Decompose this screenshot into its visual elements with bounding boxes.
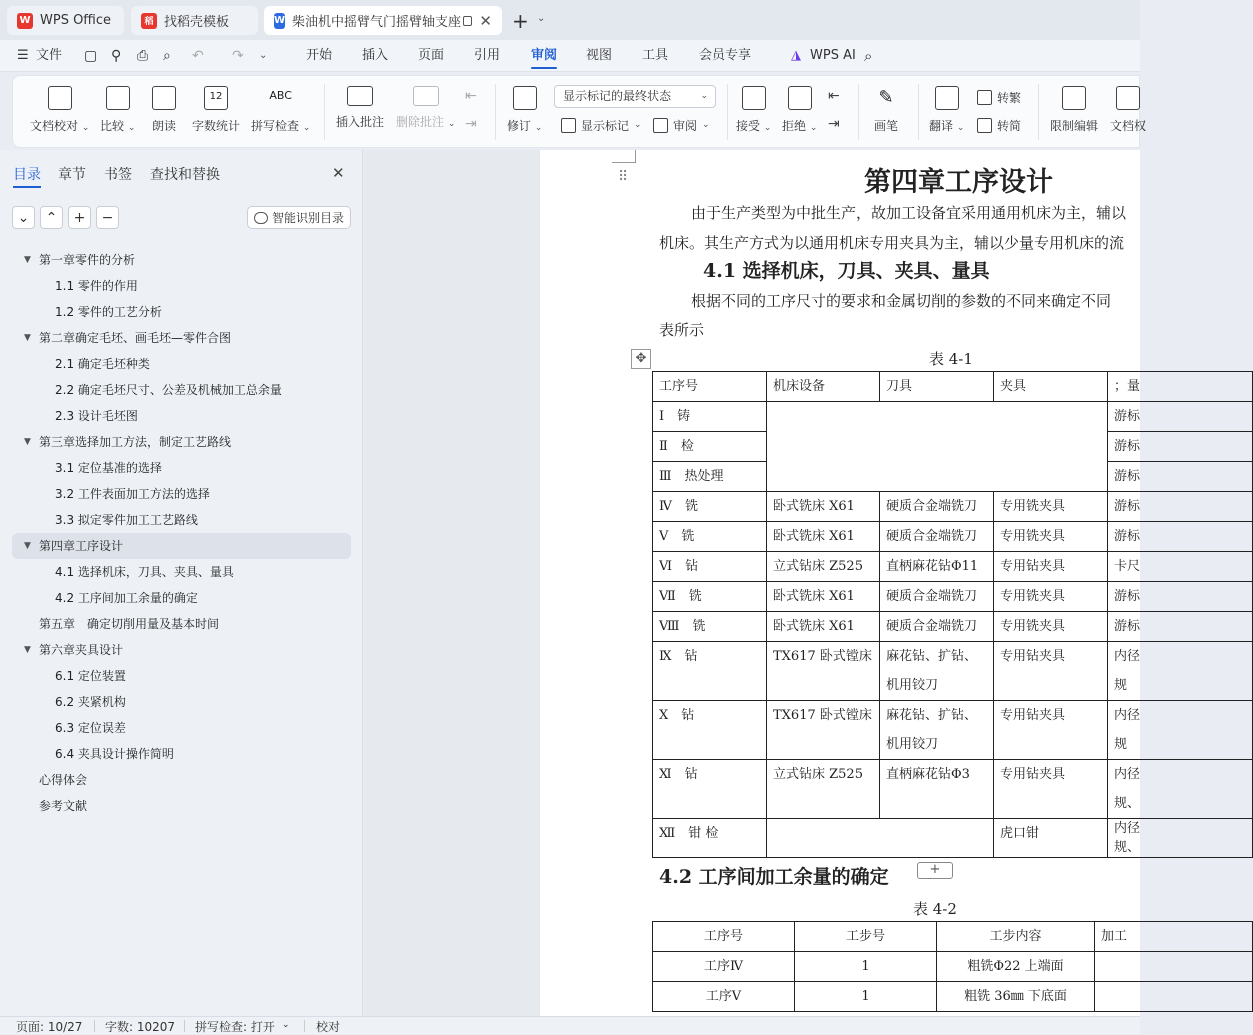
word-count-button[interactable]: [192, 76, 240, 134]
restrict-edit-button[interactable]: [1050, 76, 1098, 134]
chevron-down-icon: ⌄: [956, 123, 965, 133]
translate-label: 翻译: [929, 119, 954, 133]
table-cell: 专用钻夹具: [994, 642, 1108, 701]
insert-comment-label: 插入批注: [336, 115, 385, 129]
table-cell: 专用钻夹具: [994, 760, 1108, 819]
toc-item-label: 6.1 定位装置: [55, 669, 126, 683]
toc-item[interactable]: [0, 663, 363, 689]
table-cell: 立式钻床 Z525: [767, 760, 880, 819]
menu-review[interactable]: 审阅: [531, 40, 557, 72]
table-cell: Ⅻ 钳 检: [653, 819, 767, 858]
table-cell: 1: [795, 952, 937, 982]
toc-item-label: 2.3 设计毛坯图: [55, 409, 138, 423]
expand-up-button[interactable]: [40, 206, 63, 229]
toc-item-label: 心得体会: [39, 773, 88, 787]
redo-icon[interactable]: ↷: [232, 48, 244, 64]
toc-item[interactable]: [0, 351, 363, 377]
wps-logo-icon: W: [17, 13, 33, 29]
menu-home[interactable]: 开始: [306, 48, 333, 63]
menu-view[interactable]: 视图: [586, 48, 613, 63]
insert-comment-button[interactable]: [336, 76, 384, 130]
to-simplified-button[interactable]: [977, 114, 1021, 136]
paragraph-line: 由于生产类型为中批生产，故加工设备宜采用通用机床为主，辅以: [691, 204, 1127, 222]
table-cell: 粗铣 36㎜ 下底面: [937, 982, 1095, 1012]
toc-item[interactable]: [0, 689, 363, 715]
menu-insert[interactable]: 插入: [362, 48, 389, 63]
hamburger-icon[interactable]: ☰: [17, 48, 29, 63]
table-cell: 1: [795, 982, 937, 1012]
chevron-down-icon: ⌄: [809, 123, 818, 133]
section-heading: 4.1 选择机床，刀具、夹具、量具: [703, 260, 990, 282]
table-cell: 专用铣夹具: [994, 582, 1108, 612]
toc-item-label: 2.1 确定毛坯种类: [55, 357, 150, 371]
toc-item-label: 3.3 拟定零件加工工艺路线: [55, 513, 198, 527]
read-aloud-icon: [152, 86, 176, 110]
prev-comment-icon[interactable]: ⇤: [465, 88, 477, 104]
translate-button[interactable]: [929, 76, 964, 134]
read-aloud-button[interactable]: [152, 76, 176, 134]
toc-item-label: 4.1 选择机床，刀具、夹具、量具: [55, 565, 234, 579]
table-cell: 专用钻夹具: [994, 552, 1108, 582]
review-pane-icon: [653, 118, 668, 133]
tab-label: 柴油机中摇臂气门摇臂轴支座: [292, 15, 462, 30]
tab-document[interactable]: [264, 6, 502, 35]
tab-template[interactable]: [131, 6, 258, 35]
chevron-down-icon: ⌄: [700, 91, 708, 101]
table-cell: 直柄麻花钻Φ11: [880, 552, 994, 582]
remove-heading-button[interactable]: [96, 206, 119, 229]
table-cell-merged: [767, 819, 994, 858]
accept-button[interactable]: [736, 76, 771, 134]
status-divider: [304, 1020, 305, 1032]
table-cell: Ⅰ 铸: [653, 402, 767, 432]
table-cell: 游标: [1108, 402, 1253, 432]
table-header-cell: 工步内容: [937, 922, 1095, 952]
table-row: [653, 522, 1253, 552]
docer-logo-icon: 稻: [141, 13, 157, 29]
expand-arrow-icon[interactable]: ▼: [24, 645, 31, 655]
margin-corner-mark: [612, 162, 636, 163]
read-aloud-label: 朗读: [152, 119, 177, 133]
toc-item[interactable]: [0, 429, 363, 455]
track-changes-icon: [513, 86, 537, 110]
tab-find-replace[interactable]: 查找和替换: [150, 167, 220, 183]
table-cell: 工序Ⅴ: [653, 982, 795, 1012]
spell-check-status[interactable]: 拼写检查: 打开: [195, 1020, 275, 1034]
expand-arrow-icon[interactable]: ▼: [24, 437, 31, 447]
next-comment-icon[interactable]: ⇥: [465, 116, 477, 132]
table-cell: 立式钻床 Z525: [767, 552, 880, 582]
toc-item[interactable]: [0, 637, 363, 663]
expand-arrow-icon[interactable]: ▼: [24, 255, 31, 265]
toc-item-label: 6.2 夹紧机构: [55, 695, 126, 709]
toc-item-label: 6.3 定位误差: [55, 721, 126, 735]
table-row: [653, 701, 1253, 760]
close-tab-icon[interactable]: ✕: [479, 11, 492, 30]
tab-label: 找稻壳模板: [164, 15, 230, 30]
ribbon-divider: [858, 84, 859, 140]
share-icon[interactable]: ⚲: [111, 48, 122, 64]
table-body: [653, 492, 1253, 819]
menu-wps-ai[interactable]: WPS AI: [810, 48, 856, 63]
doc-permission-label: 文档权: [1110, 119, 1147, 133]
table-cell: 硬质合金端铣刀: [880, 612, 994, 642]
paragraph-line: 机床。其生产方式为以通用机床专用夹具为主，辅以少量专用机床的流: [659, 234, 1125, 252]
table-header-cell: 机床设备: [767, 372, 880, 402]
toc-item-label: 2.2 确定毛坯尺寸、公差及机械加工总余量: [55, 383, 282, 397]
add-heading-button[interactable]: [68, 206, 91, 229]
markup-state-select[interactable]: [554, 85, 716, 108]
table-cell: 内径 规、: [1108, 819, 1253, 858]
table-cell: 硬质合金端铣刀: [880, 522, 994, 552]
table-cell: 麻花钻、扩钻、 机用铰刀: [880, 701, 994, 760]
plus-icon: +: [73, 209, 86, 226]
ribbon-divider: [727, 84, 728, 140]
close-pane-icon[interactable]: ✕: [332, 164, 345, 182]
section-heading: 4.2 工序间加工余量的确定: [659, 866, 889, 888]
table-cell: 内径 规、: [1108, 760, 1253, 819]
show-markup-label: 显示标记: [581, 118, 630, 133]
prev-change-icon[interactable]: ⇤: [828, 88, 840, 104]
navigation-pane: [0, 150, 363, 1016]
proofread-label: 文档校对: [30, 119, 79, 133]
table-header-row: [653, 922, 1253, 952]
table-cell: 硬质合金端铣刀: [880, 582, 994, 612]
menu-reference[interactable]: 引用: [474, 48, 501, 63]
table-row: [653, 642, 1253, 701]
paragraph-line: 表所示: [659, 321, 705, 339]
toc-item[interactable]: [0, 559, 363, 585]
table-row: [653, 402, 1253, 432]
table-cell: Ⅹ 钻: [653, 701, 767, 760]
table-row: [653, 582, 1253, 612]
review-pane-label: 审阅: [673, 118, 698, 133]
toc-item-label: 第四章工序设计: [39, 539, 124, 553]
menu-bar: [0, 40, 1140, 72]
toc-item[interactable]: [0, 741, 363, 767]
more-chevron-icon[interactable]: ⌄: [259, 50, 268, 61]
tab-toc[interactable]: 目录: [13, 164, 41, 184]
table-cell: 游标: [1108, 462, 1253, 492]
tab-list-chevron-icon[interactable]: ⌄: [537, 13, 546, 24]
show-markup-icon: [561, 118, 576, 133]
table-cell: 卧式铣床 X61: [767, 582, 880, 612]
table-header-cell: ；量: [1108, 372, 1253, 402]
delete-comment-label: 删除批注: [396, 115, 445, 129]
chevron-down-icon: ⌄: [634, 120, 642, 130]
chevron-down-icon: ⌄: [81, 123, 90, 133]
next-change-icon[interactable]: ⇥: [828, 116, 840, 132]
table-cell: 麻花钻、扩钻、 机用铰刀: [880, 642, 994, 701]
toc-item-label: 6.4 夹具设计操作简明: [55, 747, 174, 761]
table-cell: [1095, 952, 1253, 982]
table-row: [653, 552, 1253, 582]
compare-button[interactable]: [100, 76, 135, 134]
to-traditional-button[interactable]: [977, 86, 1021, 108]
compare-icon: [106, 86, 130, 110]
process-table: [652, 371, 1253, 858]
tab-bookmarks[interactable]: 书签: [104, 167, 132, 183]
table-cell: Ⅱ 检: [653, 432, 767, 462]
toc-item[interactable]: [0, 403, 363, 429]
new-tab-button[interactable]: +: [512, 9, 529, 33]
table-cell: 内径 规: [1108, 642, 1253, 701]
table-header-cell: 工步号: [795, 922, 937, 952]
table-cell: 游标: [1108, 582, 1253, 612]
table-row: [653, 492, 1253, 522]
status-bar: [0, 1016, 1140, 1034]
pen-icon: ✎: [878, 87, 894, 108]
spell-check-button[interactable]: [251, 76, 310, 134]
table-cell: 卧式铣床 X61: [767, 492, 880, 522]
chevron-up-icon: ⌃: [45, 209, 58, 226]
to-simplified-icon: [977, 118, 992, 133]
toc-item[interactable]: [0, 481, 363, 507]
table-cell: 直柄麻花钻Φ3: [880, 760, 994, 819]
pen-label: 画笔: [874, 119, 899, 133]
table-move-handle-icon[interactable]: ✥: [631, 349, 651, 369]
table-cell: 硬质合金端铣刀: [880, 492, 994, 522]
menu-page[interactable]: 页面: [418, 48, 445, 63]
toc-item[interactable]: [0, 377, 363, 403]
toc-item[interactable]: [0, 585, 363, 611]
table-row: [653, 952, 1253, 982]
table-header-cell: 工序号: [653, 922, 795, 952]
table-row: [653, 760, 1253, 819]
doc-permission-button[interactable]: [1110, 76, 1146, 134]
toc-item-label: 第六章夹具设计: [39, 643, 124, 657]
print-icon[interactable]: ⎙: [137, 48, 149, 64]
table-cell: 卧式铣床 X61: [767, 612, 880, 642]
toc-item[interactable]: [0, 247, 363, 273]
table-cell: 工序Ⅳ: [653, 952, 795, 982]
smart-toc-button[interactable]: [247, 206, 351, 229]
chevron-down-icon: ⌄: [282, 1020, 290, 1030]
toc-item-label: 4.2 工序间加工余量的确定: [55, 591, 198, 605]
toc-item-label: 参考文献: [39, 799, 88, 813]
toc-item[interactable]: [0, 299, 363, 325]
undo-icon[interactable]: ↶: [192, 48, 204, 64]
toc-item[interactable]: [0, 715, 363, 741]
translate-icon: [935, 86, 959, 110]
toc-item-label: 第二章确定毛坯、画毛坯—零件合图: [39, 331, 232, 345]
toc-item-label: 第五章 确定切削用量及基本时间: [39, 617, 220, 631]
minus-icon: −: [101, 209, 114, 226]
ribbon-divider: [1038, 84, 1039, 140]
table-cell: Ⅺ 钻: [653, 760, 767, 819]
table-header-row: [653, 372, 1253, 402]
table-cell: 游标: [1108, 522, 1253, 552]
table-cell: Ⅲ 热处理: [653, 462, 767, 492]
toc-item[interactable]: [0, 455, 363, 481]
table-cell: TX617 卧式镗床: [767, 701, 880, 760]
tab-bar: [0, 0, 1140, 40]
chevron-down-icon: ⌄: [447, 119, 456, 129]
to-simplified-label: 转简: [997, 118, 1022, 133]
reject-button[interactable]: [782, 76, 817, 134]
toc-item-label: 1.2 零件的工艺分析: [55, 305, 162, 319]
doc-permission-icon: [1116, 86, 1140, 110]
table-cell: 粗铣Φ22 上端面: [937, 952, 1095, 982]
word-count-status[interactable]: 字数: 10207: [105, 1020, 176, 1034]
track-changes-button[interactable]: [507, 76, 542, 134]
table-cell: 专用钻夹具: [994, 701, 1108, 760]
restrict-edit-icon: [1062, 86, 1086, 110]
toc-item[interactable]: [0, 767, 363, 793]
table-cell: 卡尺: [1108, 552, 1253, 582]
search-icon[interactable]: ⌕: [864, 47, 873, 65]
menu-file[interactable]: 文件: [36, 48, 63, 63]
ribbon-divider: [918, 84, 919, 140]
toc-item-label: 3.2 工件表面加工方法的选择: [55, 487, 210, 501]
review-pane-button[interactable]: [653, 114, 710, 136]
drag-handle-icon[interactable]: ⠿: [618, 169, 629, 185]
print-preview-icon[interactable]: ⌕: [163, 48, 171, 64]
table-cell: 卧式铣床 X61: [767, 522, 880, 552]
insert-comment-icon: [347, 86, 373, 106]
doc-logo-icon: W: [274, 13, 285, 29]
accept-label: 接受: [736, 119, 761, 133]
toc-item[interactable]: [0, 273, 363, 299]
table-cell: TX617 卧式镗床: [767, 642, 880, 701]
table-cell: Ⅸ 钻: [653, 642, 767, 701]
toc-item[interactable]: [0, 507, 363, 533]
delete-comment-icon: [413, 86, 439, 106]
accept-icon: [742, 86, 766, 110]
smart-toc-label: 智能识别目录: [271, 211, 344, 225]
chevron-down-icon: ⌄: [702, 120, 710, 130]
spell-check-icon: ABC: [269, 89, 292, 102]
monitor-icon: [463, 16, 472, 26]
proofread-status[interactable]: 校对: [316, 1020, 341, 1034]
table-row: [653, 982, 1253, 1012]
chevron-down-icon: ⌄: [17, 209, 30, 226]
restrict-edit-label: 限制编辑: [1050, 119, 1099, 133]
chevron-down-icon: ⌄: [127, 123, 136, 133]
compare-label: 比较: [100, 119, 125, 133]
smart-ai-icon: [254, 212, 268, 224]
markup-state-value: 显示标记的最终状态: [563, 89, 672, 103]
menu-member[interactable]: 会员专享: [699, 48, 752, 63]
toc-item-label: 3.1 定位基准的选择: [55, 461, 162, 475]
table-cell: Ⅷ 铣: [653, 612, 767, 642]
table-body: [653, 952, 1253, 1012]
chevron-down-icon: ⌄: [763, 123, 772, 133]
tab-wps-office[interactable]: [7, 6, 124, 35]
toc-item[interactable]: [0, 325, 363, 351]
wps-ai-logo-icon: ◮: [791, 48, 801, 63]
table-row: [653, 612, 1253, 642]
pen-button[interactable]: [874, 76, 898, 134]
menu-tools[interactable]: 工具: [642, 48, 669, 63]
proofread-button[interactable]: [30, 76, 89, 134]
table-cell: Ⅳ 铣: [653, 492, 767, 522]
table-cell: 游标: [1108, 612, 1253, 642]
add-row-button[interactable]: +: [917, 862, 953, 879]
table-row: [653, 819, 1253, 858]
table-caption: 表 4-1: [929, 350, 973, 368]
table-cell: Ⅶ 铣: [653, 582, 767, 612]
table-cell: 专用铣夹具: [994, 492, 1108, 522]
toc-item[interactable]: [12, 533, 351, 559]
document-page: [540, 150, 1140, 1016]
table-cell-merged: [767, 402, 1108, 492]
status-divider: [94, 1020, 95, 1032]
toc-item[interactable]: [0, 611, 363, 637]
to-traditional-label: 转繁: [997, 90, 1022, 105]
chevron-down-icon: ⌄: [534, 123, 543, 133]
expand-arrow-icon[interactable]: ▼: [24, 541, 31, 551]
to-traditional-icon: [977, 90, 992, 105]
delete-comment-button[interactable]: [396, 76, 455, 130]
allowance-table: [652, 921, 1253, 1012]
table-cell: 内径 规: [1108, 701, 1253, 760]
toc-item-label: 第一章零件的分析: [39, 253, 136, 267]
toc-item-label: 1.1 零件的作用: [55, 279, 138, 293]
save-icon[interactable]: ▢: [84, 48, 98, 64]
table-cell: 游标: [1108, 432, 1253, 462]
chapter-title: 第四章工序设计: [864, 167, 1053, 198]
table-header-cell: 刀具: [880, 372, 994, 402]
status-divider: [184, 1020, 185, 1032]
paragraph-line: 根据不同的工序尺寸的要求和金属切削的参数的不同来确定不同: [691, 292, 1112, 310]
ribbon-divider: [324, 84, 325, 140]
review-ribbon: [12, 75, 1147, 148]
reject-label: 拒绝: [782, 119, 807, 133]
word-count-icon: 12: [204, 86, 228, 110]
proofread-icon: [48, 86, 72, 110]
spell-check-label: 拼写检查: [251, 119, 300, 133]
expand-arrow-icon[interactable]: ▼: [24, 333, 31, 343]
toc-item[interactable]: [0, 793, 363, 819]
tab-label: WPS Office: [40, 13, 112, 28]
word-count-label: 字数统计: [192, 119, 241, 133]
table-cell: [1095, 982, 1253, 1012]
table-cell: 专用铣夹具: [994, 612, 1108, 642]
collapse-all-button[interactable]: [12, 206, 35, 229]
show-markup-button[interactable]: [561, 114, 642, 136]
track-changes-label: 修订: [507, 119, 532, 133]
chevron-down-icon: ⌄: [302, 123, 311, 133]
table-cell: 专用铣夹具: [994, 522, 1108, 552]
page-indicator[interactable]: 页面: 10/27: [16, 1020, 83, 1034]
table-header-cell: 工序号: [653, 372, 767, 402]
table-cell: 虎口钳: [994, 819, 1108, 858]
table-header-cell: 加工: [1095, 922, 1253, 952]
toc-item-label: 第三章选择加工方法，制定工艺路线: [39, 435, 232, 449]
table-cell: Ⅴ 铣: [653, 522, 767, 552]
reject-icon: [788, 86, 812, 110]
table-caption: 表 4-2: [913, 900, 957, 918]
table-cell: 游标: [1108, 492, 1253, 522]
ribbon-divider: [495, 84, 496, 140]
table-header-cell: 夹具: [994, 372, 1108, 402]
table-cell: Ⅵ 钻: [653, 552, 767, 582]
margin-corner-mark: [635, 150, 636, 162]
tab-sections[interactable]: 章节: [58, 167, 86, 183]
